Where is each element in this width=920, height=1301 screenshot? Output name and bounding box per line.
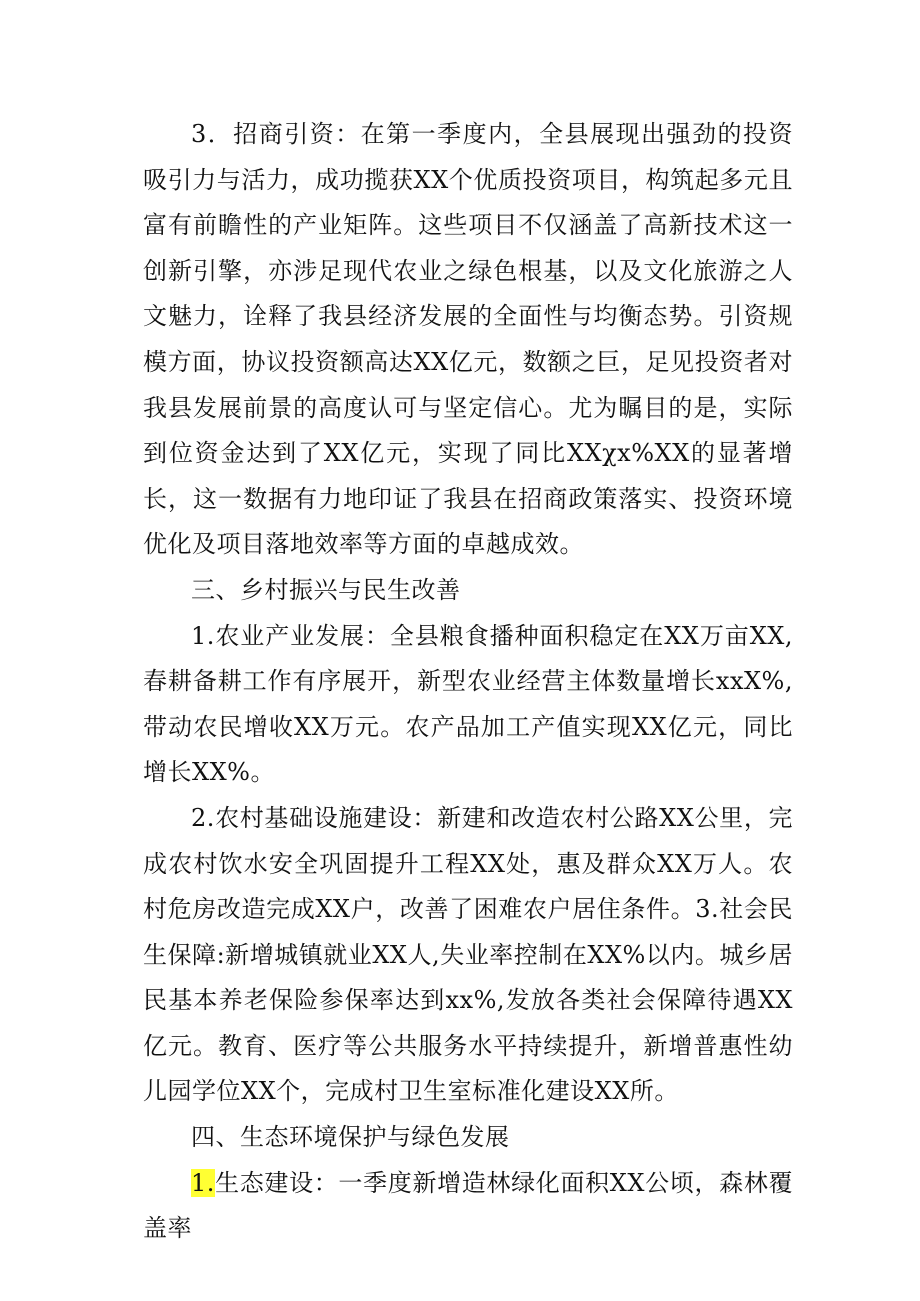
paragraph-agriculture: 1.农业产业发展：全县粮食播种面积稳定在XX万亩XX,春耕备耕工作有序展开，新型农业经营主体数量增长xxX%,带动农民增收XX万元。农产品加工产值实现XX亿元，同比增长XX%。 [143,621,793,787]
document-body [143,112,793,1252]
paragraph-investment: 3．招商引资：在第一季度内，全县展现出强劲的投资吸引力与活力，成功揽获XX个优质投资项目，构筑起多元且富有前瞻性的产业矩阵。这些项目不仅涵盖了高新技术这一创新引擎，亦涉足现代农业之绿色根基，以及文化旅游之人文魅力，诠释了我县经济发展的全面性与均衡态势。引资规模方面，协议投资额高达XX亿元，数额之巨，足见投资者对我县发展前景的高度认可与坚定信心。尤为瞩目的是，实际到位资金达到了XX亿元，实现了同比XXχx%XX的显著增长，这一数据有力地印证了我县在招商政策落实、投资环境优化及项目落地效率等方面的卓越成效。 [143,120,793,559]
paragraph-ecology-text: 生态建设：一季度新增造林绿化面积XX公顷，森林覆盖率 [143,1168,793,1243]
paragraph-ecology [143,1161,793,1252]
paragraph-rural-infrastructure: 2.农村基础设施建设：新建和改造农村公路XX公里，完成农村饮水安全巩固提升工程XX处，惠及群众XX万人。农村危房改造完成XX户，改善了困难农户居住条件。3.社会民生保障:新增城镇就业XX人,失业率控制在XX%以内。城乡居民基本养老保险参保率达到xx%,发放各类社会保障待遇XX亿元。教育、医疗等公共服务水平持续提升，新增普惠性幼儿园学位XX个，完成村卫生室标准化建设XX所。 [143,803,793,1106]
section-heading-ecology: 四、生态环境保护与绿色发展 [191,1123,510,1152]
section-heading-rural-revitalization: 三、乡村振兴与民生改善 [191,575,461,604]
highlighted-number: 1. [191,1168,215,1197]
